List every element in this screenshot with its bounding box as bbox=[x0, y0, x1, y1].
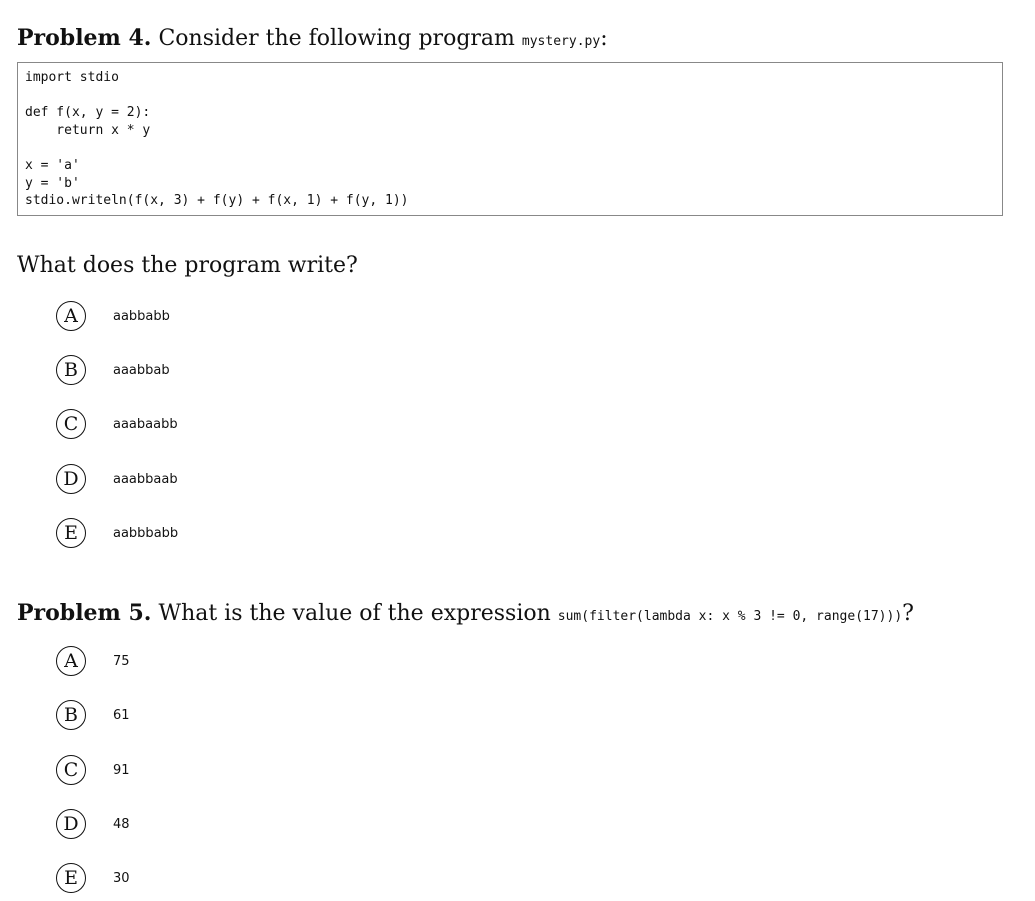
choice-letter-circle: A bbox=[56, 646, 86, 676]
problem-4-number: Problem 4. bbox=[17, 25, 152, 51]
problem-5-question-mark: ? bbox=[902, 601, 914, 626]
code-line: def f(x, y = 2): bbox=[25, 105, 151, 120]
choice-letter-circle: A bbox=[56, 301, 86, 331]
problem-4-choice-c[interactable] bbox=[56, 409, 456, 441]
problem-5-intro: What is the value of the expression bbox=[158, 601, 551, 626]
code-line: y = 'b' bbox=[25, 176, 80, 191]
problem-4-choice-d[interactable] bbox=[56, 464, 456, 496]
code-listing bbox=[17, 62, 1003, 216]
problem-4-heading bbox=[17, 25, 608, 51]
choice-text: 61 bbox=[113, 708, 130, 723]
choice-letter-circle: E bbox=[56, 863, 86, 893]
problem-5-choice-d[interactable] bbox=[56, 809, 456, 841]
choice-letter-circle: C bbox=[56, 755, 86, 785]
problem-5-choice-c[interactable] bbox=[56, 755, 456, 787]
code-line: return x * y bbox=[25, 123, 151, 138]
choice-text: 30 bbox=[113, 871, 130, 886]
code-line: x = 'a' bbox=[25, 158, 80, 173]
code-line: stdio.writeln(f(x, 3) + f(y) + f(x, 1) + f(y, 1)) bbox=[25, 193, 409, 208]
problem-4-filename: mystery.py bbox=[521, 34, 601, 49]
choice-text: aaabaabb bbox=[113, 417, 178, 432]
choice-text: aabbabb bbox=[113, 309, 170, 324]
problem-4-question: What does the program write? bbox=[17, 253, 358, 278]
choice-text: 91 bbox=[113, 763, 130, 778]
choice-letter-circle: D bbox=[56, 464, 86, 494]
problem-5-choice-e[interactable] bbox=[56, 863, 456, 895]
problem-4-choice-e[interactable] bbox=[56, 518, 456, 550]
problem-5-expression: sum(filter(lambda x: x % 3 != 0, range(17))) bbox=[557, 609, 903, 624]
choice-letter-circle: B bbox=[56, 700, 86, 730]
choice-letter-circle: B bbox=[56, 355, 86, 385]
choice-text: 75 bbox=[113, 654, 130, 669]
problem-5-choice-a[interactable] bbox=[56, 646, 456, 678]
problem-5-number: Problem 5. bbox=[17, 600, 152, 626]
choice-text: aabbbabb bbox=[113, 526, 179, 541]
problem-4-colon: : bbox=[600, 26, 608, 51]
choice-text: aaabbaab bbox=[113, 472, 178, 487]
choice-letter-circle: D bbox=[56, 809, 86, 839]
problem-5-heading bbox=[17, 600, 914, 626]
problem-4-choice-b[interactable] bbox=[56, 355, 456, 387]
choice-letter-circle: C bbox=[56, 409, 86, 439]
problem-4-choice-a[interactable] bbox=[56, 301, 456, 333]
problem-5-choice-b[interactable] bbox=[56, 700, 456, 732]
code-line: import stdio bbox=[25, 70, 119, 85]
choice-text: aaabbab bbox=[113, 363, 170, 378]
choice-letter-circle: E bbox=[56, 518, 86, 548]
problem-4-intro: Consider the following program bbox=[158, 26, 515, 51]
choice-text: 48 bbox=[113, 817, 130, 832]
